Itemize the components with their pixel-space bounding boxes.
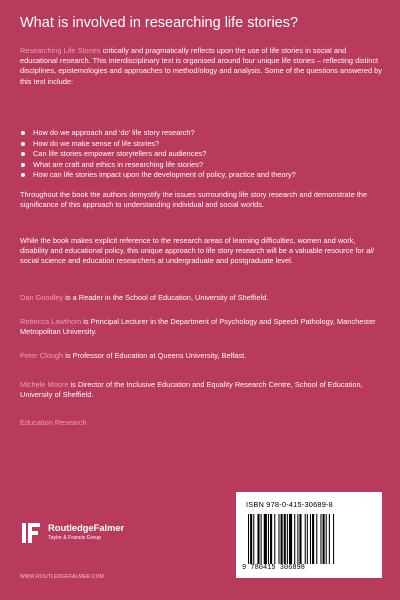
- author-description: is a Reader in the School of Education, University of Sheffield.: [63, 293, 269, 302]
- author-bio: [20, 380, 384, 400]
- list-item: What are craft and ethics in researching life stories?: [20, 160, 384, 171]
- author-bio: [20, 317, 384, 337]
- audience-text-end: social science and education researchers at undergraduate and postgraduate level.: [20, 256, 293, 266]
- author-name: Peter Clough: [20, 351, 64, 360]
- author-bio: [20, 293, 384, 303]
- barcode-digits: 9 780415 306898: [242, 564, 306, 572]
- author-name: Michele Moore: [20, 380, 69, 389]
- summary-paragraph: Throughout the book the authors demystify the issues surrounding life story research and demonstrate the significance of this approach to understanding individual and social worlds.: [20, 190, 368, 210]
- subject-category: Education Research: [20, 418, 87, 427]
- isbn-label: ISBN 978-0-415-30689-8: [246, 500, 333, 509]
- audience-text-start: While the book makes explicit reference to the research areas of learning difficulties, women and work, disability and educational policy, this unique approach to life story research will be a valuable resource for: [20, 236, 367, 256]
- list-item: How do we make sense of life stories?: [20, 139, 384, 150]
- author-description: is Professor of Education at Queens University, Belfast.: [63, 351, 247, 360]
- author-description: is Director of the Inclusive Education and Equality Research Centre, School of Education, University of Sheffield.: [20, 380, 363, 400]
- author-name: Dan Goodley: [20, 293, 64, 302]
- question-list: [20, 128, 384, 181]
- list-item: Can life stories empower storytellers and audiences?: [20, 149, 384, 160]
- audience-paragraph: [20, 236, 384, 267]
- publisher-logo: [20, 519, 130, 555]
- book-title-reference: Researching Life Stories: [20, 46, 101, 55]
- author-bio: [20, 351, 384, 361]
- cover-heading: What is involved in researching life stories?: [20, 15, 299, 31]
- routledge-falmer-logo-icon: [20, 521, 44, 545]
- list-item: How can life stories impact upon the development of policy, practice and theory?: [20, 170, 384, 181]
- publisher-group: Taylor & Francis Group: [48, 535, 102, 541]
- audience-emphasis: all: [366, 246, 374, 256]
- author-name: Rebecca Lawthom: [20, 317, 82, 326]
- intro-paragraph: [20, 46, 384, 87]
- barcode-icon: [246, 514, 372, 564]
- list-item: How do we approach and ‘do’ life story research?: [20, 128, 384, 139]
- publisher-url: WWW.ROUTLEDGEFALMER.COM: [20, 574, 105, 580]
- author-description: is Principal Lecturer in the Department of Psychology and Speech Pathology, Manchester Metropolitan University.: [20, 317, 376, 337]
- intro-text: critically and pragmatically reflects upon the use of life stories in social and educational research. This interdisciplinary text is organised around four unique life stories – reflecting distinct disciplines, epistemologies and approaches to method/ology and analysis. Some of the questions answered by this text include:: [20, 46, 382, 86]
- publisher-name: RoutledgeFalmer: [48, 523, 125, 534]
- barcode-panel: [236, 492, 382, 578]
